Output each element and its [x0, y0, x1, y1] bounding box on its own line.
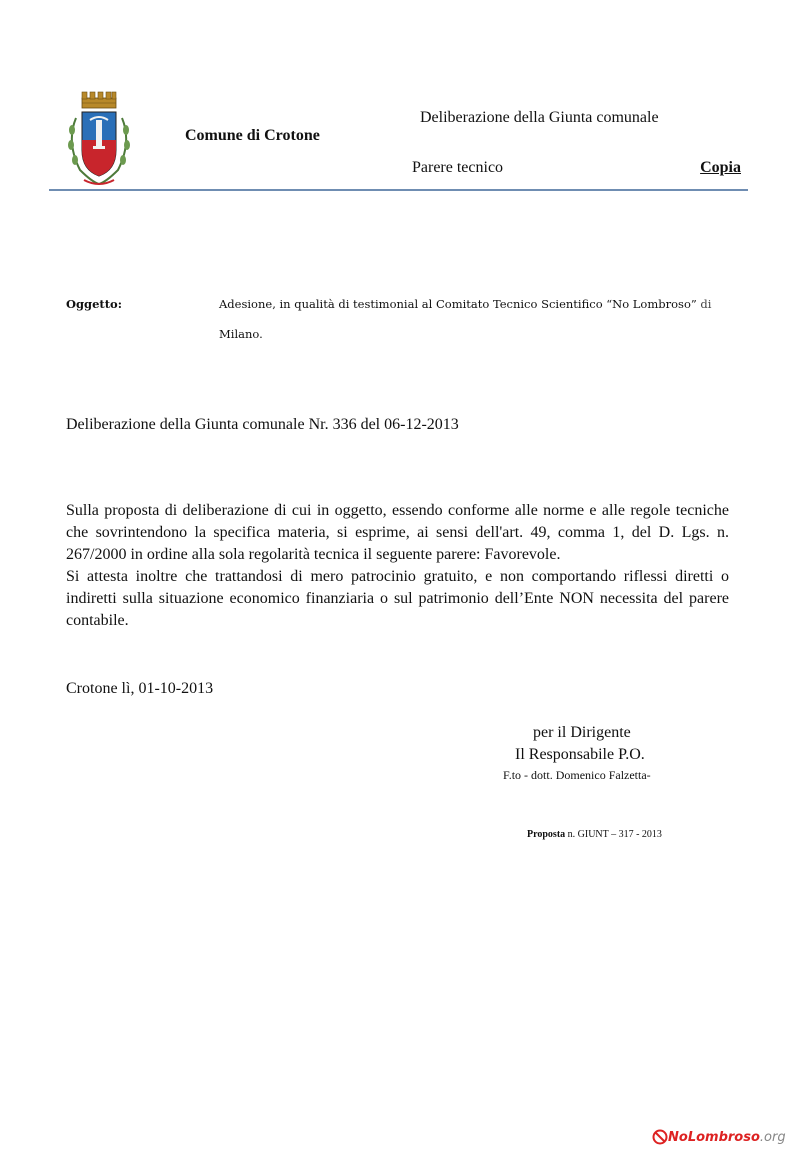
signature-line-1: per il Dirigente: [533, 724, 631, 741]
oggetto-text-line2: Milano.: [219, 327, 263, 341]
header-divider: [49, 189, 748, 191]
header-parere: Parere tecnico: [412, 159, 504, 176]
header-deliberazione: Deliberazione della Giunta comunale: [420, 109, 659, 126]
crest-emblem: [62, 90, 136, 190]
proposta-value: n. GIUNT – 317 - 2013: [565, 829, 662, 840]
deliberazione-number: Deliberazione della Giunta comunale Nr. 336 del 06-12-2013: [66, 416, 459, 433]
crown-icon: [82, 92, 116, 108]
watermark-logo: [652, 1128, 786, 1146]
oggetto-label: Oggetto:: [66, 297, 122, 311]
watermark-org: .org: [759, 1129, 786, 1145]
oggetto-text-main: Adesione, in qualità di testimonial al Comitato Tecnico Scientifico “No Lombroso”: [219, 297, 697, 311]
signature-line-3: F.to - dott. Domenico Falzetta-: [503, 768, 651, 782]
proposta-label: Proposta: [527, 829, 566, 840]
parere-paragraph: [66, 500, 729, 632]
oggetto-text-end: di: [696, 297, 712, 311]
watermark-no: No: [668, 1129, 688, 1145]
copia-label: Copia: [700, 159, 741, 176]
watermark-lombroso: Lombroso: [687, 1129, 760, 1145]
signature-line-2: Il Responsabile P.O.: [515, 746, 645, 763]
comune-name: Comune di Crotone: [185, 127, 320, 144]
place-date: Crotone lì, 01-10-2013: [66, 680, 214, 697]
proposta-reference: [527, 829, 662, 840]
parere-text-2: Si attesta inoltre che trattandosi di mero patrocinio gratuito, e non comportando riflessi diretti o indiretti sulla situazione economico finanziaria o sul patrimonio dell’Ente NON necessita del parere contabile.: [66, 568, 729, 629]
oggetto-text-line1: [219, 297, 711, 311]
no-sign-icon: [652, 1129, 668, 1145]
parere-text-1: Sulla proposta di deliberazione di cui in oggetto, essendo conforme alle norme e alle regole tecniche che sovrintendono la specifica materia, si esprime, ai sensi dell'art. 49, comma 1, del D. Lgs. n. 267/2000 in ordine alla sola regolarità tecnica il seguente parere: Favorevole.: [66, 502, 729, 563]
